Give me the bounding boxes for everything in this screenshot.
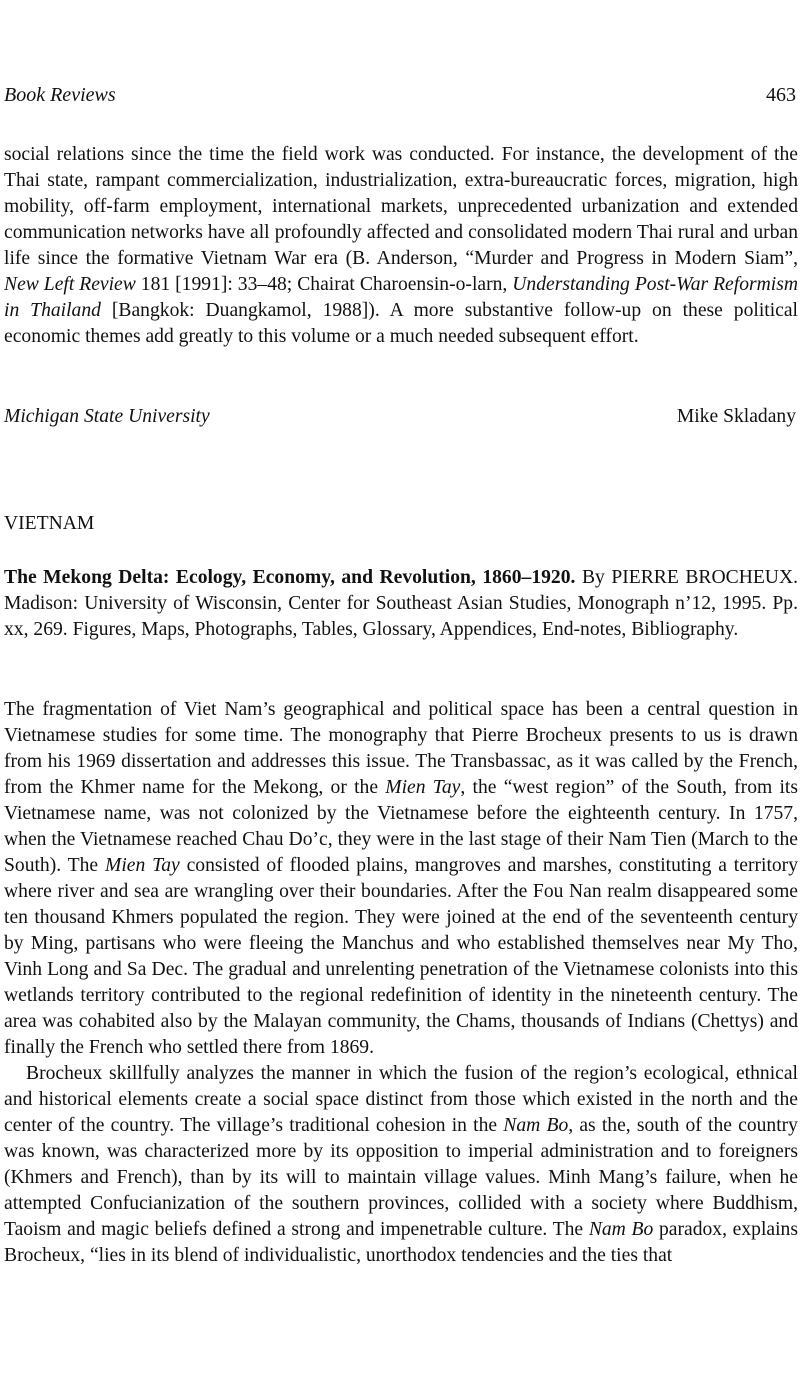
journal-section-title: Book Reviews	[4, 84, 116, 106]
book-citation	[4, 565, 798, 643]
book-title: Understanding Post-War Reformism in Thailand	[4, 274, 798, 321]
reviewer-signature	[4, 406, 796, 434]
book-title-bold: The Mekong Delta: Ecology, Economy, and Revolution, 1860–1920.	[4, 567, 576, 588]
running-head	[4, 84, 796, 112]
citation-details: By PIERRE BROCHEUX. Madison: University of Wisconsin, Center for Southeast Asian Studies, Monograph n’12, 1995. Pp. xx, 269. Figures, Maps, Photographs, Tables, Glossary, Appendices, End-notes, Bibliography.	[4, 567, 799, 640]
section-heading: VIETNAM	[4, 513, 95, 534]
previous-review-paragraph: social relations since the time the field work was conducted. For instance, the development of the Thai state, rampant commercialization, industrialization, extra-bureaucratic forces, migration, high mobility, off-farm employment, international markets, unprecedented urbanization and extended communication networks have all profoundly affected and consolidated modern Thai rural and urban life since the formative Vietnam War era (B. Anderson, “Murder and Progress in Modern Siam”, New Left Review 181 [1991]: 33–48; Chairat Charoensin-o-larn, Understanding Post-War Reformism in Thailand [Bangkok: Duangkamol, 1988]). A more substantive follow-up on these political economic themes add greatly to this volume or a much needed subsequent effort.	[4, 144, 798, 347]
review-body	[4, 697, 798, 1269]
journal-title: New Left Review	[4, 274, 136, 295]
previous-review-conclusion	[4, 142, 798, 350]
reviewer-affiliation: Michigan State University	[4, 406, 210, 427]
citation-paragraph	[4, 565, 798, 643]
review-paragraph-2: Brocheux skillfully analyzes the manner in which the fusion of the region’s ecological, ethnical and historical elements create a social space distinct from those which existed in the north and the center of the country. The village’s traditional cohesion in the Nam Bo, as the, south of the country was known, was characterized more by its opposition to imperial administration and to foreigners (Khmers and French), than by its will to maintain village values. Minh Mang’s failure, when he attempted Confucianization of the southern provinces, collided with a society where Buddhism, Taoism and magic beliefs defined a strong and impenetrable culture. The Nam Bo paradox, explains Brocheux, “lies in its blend of individualistic, unorthodox tendencies and the ties that	[4, 1063, 798, 1266]
review-paragraph-1: The fragmentation of Viet Nam’s geographical and political space has been a central question in Vietnamese studies for some time. The monography that Pierre Brocheux presents to us is drawn from his 1969 dissertation and addresses this issue. The Transbassac, as it was called by the French, from the Khmer name for the Mekong, or the Mien Tay, the “west region” of the South, from its Vietnamese name, was not colonized by the Vietnamese before the eighteenth century. In 1757, when the Vietnamese reached Chau Do’c, they were in the last stage of their Nam Tien (March to the South). The Mien Tay consisted of flooded plains, mangroves and marshes, constituting a territory where river and sea are wrangling over their boundaries. After the Fou Nan realm disappeared some ten thousand Khmers populated the region. They were joined at the end of the seventeenth century by Ming, partisans who were fleeing the Manchus and who established themselves near My Tho, Vinh Long and Sa Dec. The gradual and unrelenting penetration of the Vietnamese colonists into this wetlands territory contributed to the regional redefinition of identity in the nineteenth century. The area was cohabited also by the Malayan community, the Chams, thousands of Indians (Chettys) and finally the French who settled there from 1869.	[4, 699, 798, 1058]
page-number: 463	[766, 84, 796, 106]
reviewer-name: Mike Skladany	[676, 406, 796, 427]
